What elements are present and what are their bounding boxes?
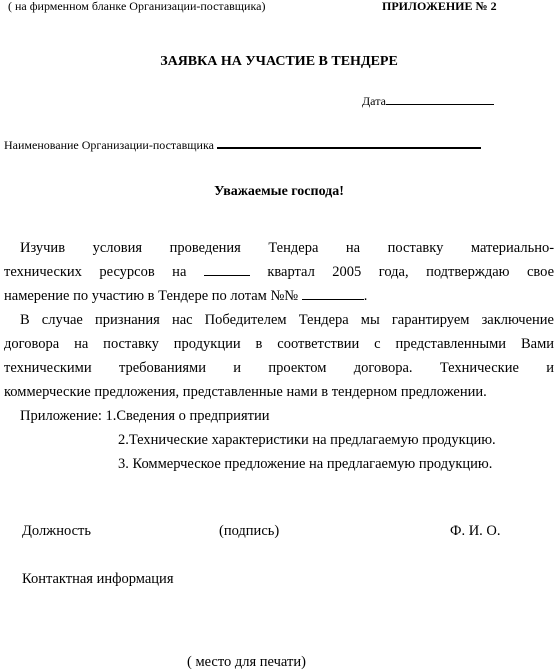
full-name-label: Ф. И. О.: [450, 523, 501, 539]
position-label: Должность: [22, 523, 91, 539]
attachment-item-3: 3. Коммерческое предложение на предлагаемую продукцию.: [118, 456, 493, 472]
supplier-name-line: [217, 136, 481, 149]
paragraph-2-line-3: техническими требованиями и проектом договора. Технические и: [4, 360, 554, 376]
letterhead-note: ( на фирменном бланке Организации-поставщика): [8, 0, 266, 13]
paragraph-2-line-4: коммерческие предложения, представленные нами в тендерном предложении.: [4, 384, 487, 400]
stamp-placeholder: ( место для печати): [187, 654, 306, 670]
paragraph-1-line-1: Изучив условия проведения Тендера на поставку материально-: [20, 240, 555, 256]
paragraph-2-line-2: договора на поставку продукции в соответствии с представленными Вами: [4, 336, 554, 352]
appendix-label: ПРИЛОЖЕНИЕ № 2: [382, 0, 497, 13]
attachment-item-2: 2.Технические характеристики на предлагаемую продукцию.: [118, 432, 496, 448]
supplier-name-label: Наименование Организации-поставщика: [4, 138, 214, 152]
body-text: [4, 236, 554, 476]
paragraph-1-line-3: намерение по участию в Тендере по лотам №№ .: [4, 284, 554, 308]
quarter-blank: [204, 261, 250, 276]
attachment-item-1: 1.Сведения о предприятии: [105, 408, 270, 424]
attachments-label: Приложение:: [20, 408, 102, 424]
lots-blank: [302, 285, 364, 300]
contact-info-label: Контактная информация: [22, 571, 174, 587]
signature-label: (подпись): [219, 523, 280, 539]
date-line: [386, 93, 494, 105]
attachments-row-1: [4, 404, 554, 428]
supplier-name-row: [4, 136, 481, 153]
document-title: ЗАЯВКА НА УЧАСТИЕ В ТЕНДЕРЕ: [160, 54, 398, 69]
date-row: [362, 93, 494, 109]
paragraph-2-line-1: В случае признания нас Победителем Тендера мы гарантируем заключение: [20, 312, 554, 328]
date-label: Дата: [362, 94, 386, 108]
paragraph-1-line-2: технических ресурсов на квартал 2005 года, подтверждаю свое: [4, 260, 554, 284]
salutation: Уважаемые господа!: [214, 184, 344, 199]
